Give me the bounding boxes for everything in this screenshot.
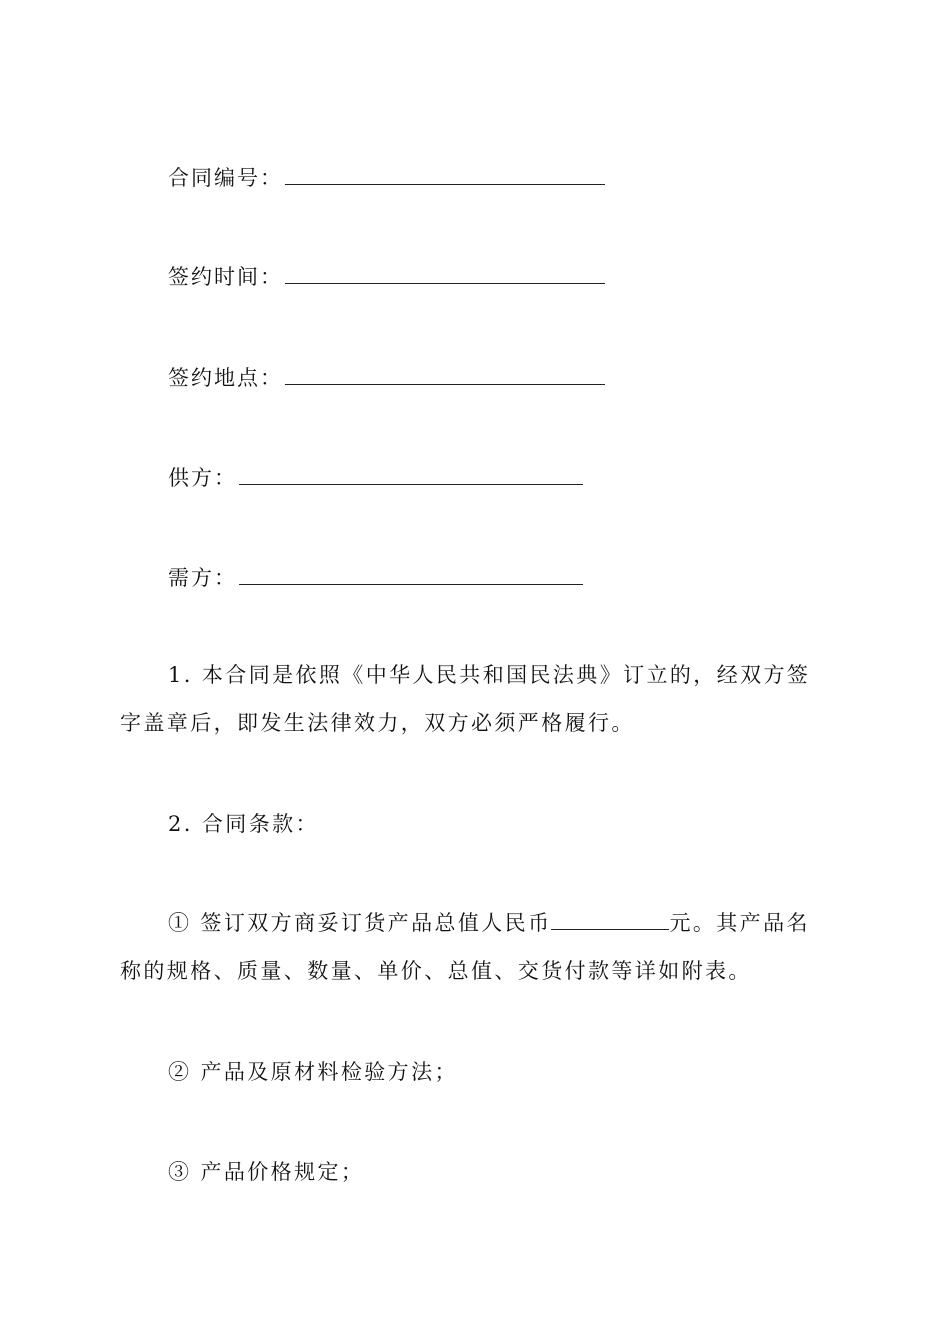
total-value-blank[interactable] <box>551 911 669 930</box>
signing-time-label: 签约时间： <box>168 265 283 289</box>
item-1-text-start: ① 签订双方商妥订货产品总值人民币 <box>168 911 552 935</box>
buyer-row <box>168 566 583 589</box>
buyer-blank[interactable] <box>239 566 583 585</box>
item-1-text-end: 元。其产品名称的规格、质量、数量、单价、总值、交货付款等详如附表。 <box>120 911 810 983</box>
signing-time-blank[interactable] <box>285 265 605 284</box>
contract-number-label: 合同编号： <box>168 166 283 190</box>
supplier-blank[interactable] <box>239 466 583 485</box>
signing-place-row <box>168 366 605 389</box>
contract-number-row <box>168 166 605 189</box>
signing-place-blank[interactable] <box>285 366 605 385</box>
supplier-label: 供方： <box>168 466 237 490</box>
clause-1: 1. 本合同是依照《中华人民共和国民法典》订立的，经双方签字盖章后，即发生法律效力，双方必须严格履行。 <box>120 663 811 735</box>
signing-time-row <box>168 265 605 288</box>
buyer-label: 需方： <box>168 566 237 590</box>
contract-number-blank[interactable] <box>285 166 605 185</box>
clause-2-item-3: ③ 产品价格规定； <box>168 1160 365 1184</box>
supplier-row <box>168 466 583 489</box>
signing-place-label: 签约地点： <box>168 366 283 390</box>
clause-2-heading: 2. 合同条款： <box>168 812 319 836</box>
clause-2-item-1 <box>120 899 832 995</box>
clause-2-item-2: ② 产品及原材料检验方法； <box>168 1060 458 1084</box>
